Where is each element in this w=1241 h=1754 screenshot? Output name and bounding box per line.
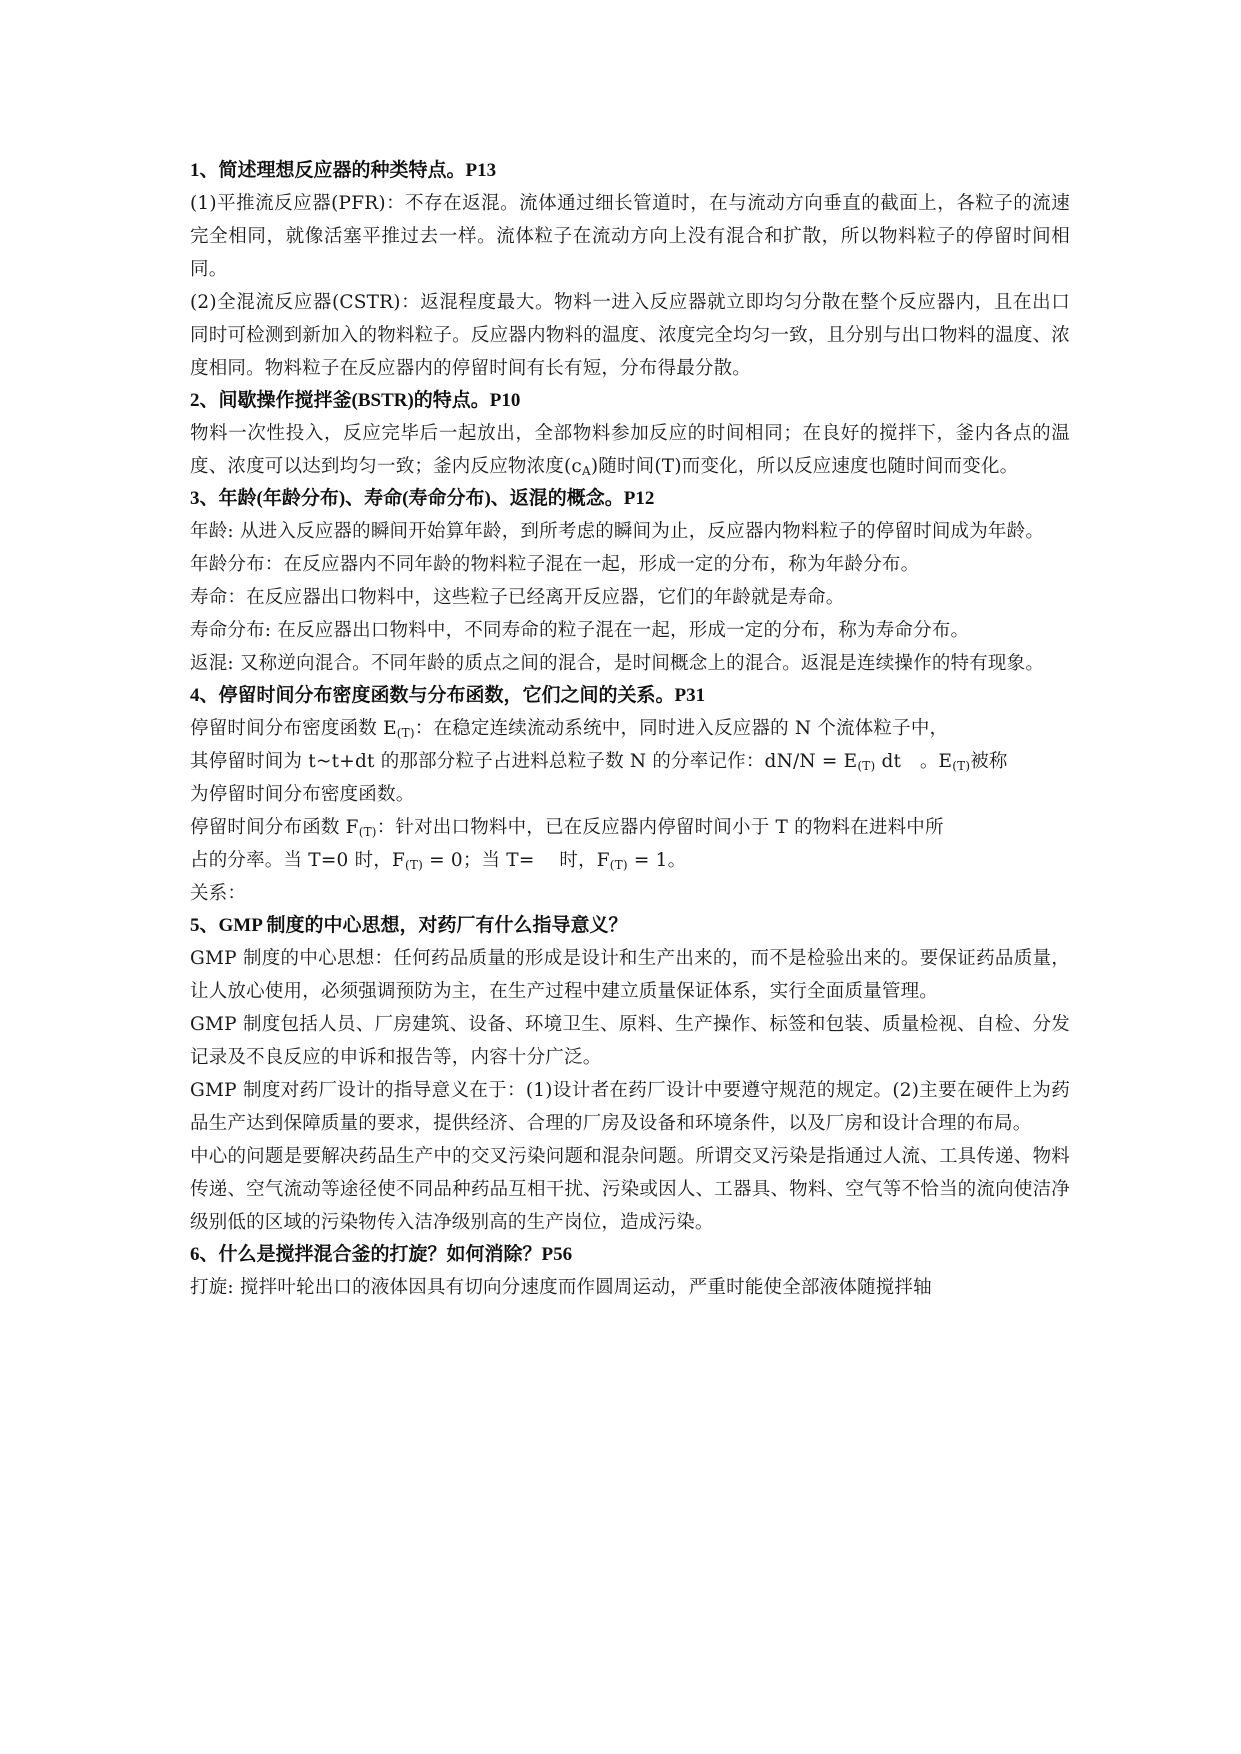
section-4 (190, 680, 1070, 910)
text-run: 停留时间分布函数 F (190, 817, 359, 838)
section-heading: 5、GMP 制度的中心思想，对药厂有什么指导意义？ (190, 915, 628, 936)
section-5 (190, 910, 1070, 1239)
paragraph: GMP 制度的中心思想：任何药品质量的形成是设计和生产出来的，而不是检验出来的。要保证药品质量，让人放心使用，必须强调预防为主，在生产过程中建立质量保证体系，实行全面质量管理。 (190, 948, 1070, 1002)
section-heading: 6、什么是搅拌混合釜的打旋？如何消除？P56 (190, 1244, 573, 1265)
paragraph: (2)全混流反应器(CSTR)：返混程度最大。物料一进入反应器就立即均匀分散在整个反应器内，且在出口同时可检测到新加入的物料粒子。反应器内物料的温度、浓度完全均匀一致，且分别与出口物料的温度、浓度相同。物料粒子在反应器内的停留时间有长有短，分布得最分散。 (190, 292, 1070, 379)
text-line (190, 811, 1070, 844)
section-heading: 3、年龄(年龄分布)、寿命(寿命分布)、返混的概念。P12 (190, 488, 655, 509)
text-run: dt 。E (875, 751, 953, 772)
text-run: )随时间(T)而变化，所以反应速度也随时间而变化。 (590, 456, 1019, 477)
paragraph: 打旋: 搅拌叶轮出口的液体因具有切向分速度而作圆周运动，严重时能使全部液体随搅拌轴 (190, 1277, 932, 1298)
section-3 (190, 483, 1070, 680)
paragraph: 返混: 又称逆向混合。不同年龄的质点之间的混合，是时间概念上的混合。返混是连续操作的特有现象。 (190, 653, 1045, 674)
text-run: 占的分率。当 T=0 时，F (190, 850, 406, 871)
text-run: ：针对出口物料中，已在反应器内停留时间小于 T 的物料在进料中所 (376, 817, 944, 838)
subscript: A (581, 464, 591, 478)
text-run: = 0；当 T= 时，F (422, 850, 610, 871)
text-run: = 1。 (627, 850, 687, 871)
subscript: (T) (609, 858, 628, 872)
section-1 (190, 155, 1070, 385)
subscript: (T) (396, 726, 415, 740)
section-2 (190, 385, 1070, 483)
paragraph: 寿命：在反应器出口物料中，这些粒子已经离开反应器，它们的年龄就是寿命。 (190, 587, 845, 608)
paragraph: GMP 制度对药厂设计的指导意义在于：(1)设计者在药厂设计中要遵守规范的规定。(2)主要在硬件上为药品生产达到保障质量的要求，提供经济、合理的厂房及设备和环境条件，以及厂房和设计合理的布局。 (190, 1080, 1070, 1134)
text-line (190, 844, 1070, 877)
section-heading: 2、间歇操作搅拌釜(BSTR)的特点。P10 (190, 390, 521, 411)
subscript: (T) (952, 759, 971, 773)
paragraph: 关系： (190, 883, 247, 904)
text-line (190, 712, 1070, 745)
text-run: ：在稳定连续流动系统中，同时进入反应器的 N 个流体粒子中， (414, 718, 949, 739)
subscript: (T) (857, 759, 876, 773)
paragraph: 寿命分布: 在反应器出口物料中，不同寿命的粒子混在一起，形成一定的分布，称为寿命分布。 (190, 620, 970, 641)
text-run: 其停留时间为 t~t+dt 的那部分粒子占进料总粒子数 N 的分率记作：dN/N = E (190, 751, 858, 772)
paragraph: 年龄分布：在反应器内不同年龄的物料粒子混在一起，形成一定的分布，称为年龄分布。 (190, 554, 920, 575)
section-heading: 4、停留时间分布密度函数与分布函数，它们之间的关系。P31 (190, 685, 706, 706)
text-line (190, 745, 1070, 778)
text-run: 停留时间分布密度函数 E (190, 718, 397, 739)
paragraph: 中心的问题是要解决药品生产中的交叉污染问题和混杂问题。所谓交叉污染是指通过人流、工具传递、物料传递、空气流动等途径使不同品种药品互相干扰、污染或因人、工器具、物料、空气等不恰当的流向使洁净级别低的区域的污染物传入洁净级别高的生产岗位，造成污染。 (190, 1146, 1070, 1233)
text-run: 被称 (970, 751, 1008, 772)
paragraph: GMP 制度包括人员、厂房建筑、设备、环境卫生、原料、生产操作、标签和包装、质量检视、自检、分发记录及不良反应的申诉和报告等，内容十分广泛。 (190, 1014, 1070, 1068)
section-6 (190, 1239, 1070, 1304)
text-run: 物料一次性投入，反应完毕后一起放出，全部物料参加反应的时间相同；在良好的搅拌下，釜内各点的温度、浓度可以达到均匀一致；釜内反应物浓度(c (190, 423, 1070, 477)
paragraph: (1)平推流反应器(PFR)：不存在返混。流体通过细长管道时，在与流动方向垂直的截面上，各粒子的流速完全相同，就像活塞平推过去一样。流体粒子在流动方向上没有混合和扩散，所以物料粒子的停留时间相同。 (190, 193, 1070, 280)
subscript: (T) (358, 825, 377, 839)
subscript: (T) (405, 858, 423, 872)
paragraph (190, 811, 1070, 877)
document-body (190, 155, 1070, 1304)
paragraph (190, 417, 1070, 483)
text-line: 为停留时间分布密度函数。 (190, 784, 415, 805)
paragraph (190, 712, 1070, 811)
paragraph: 年龄: 从进入反应器的瞬间开始算年龄，到所考虑的瞬间为止，反应器内物料粒子的停留时间成为年龄。 (190, 521, 1045, 542)
section-heading: 1、简述理想反应器的种类特点。P13 (190, 160, 497, 181)
